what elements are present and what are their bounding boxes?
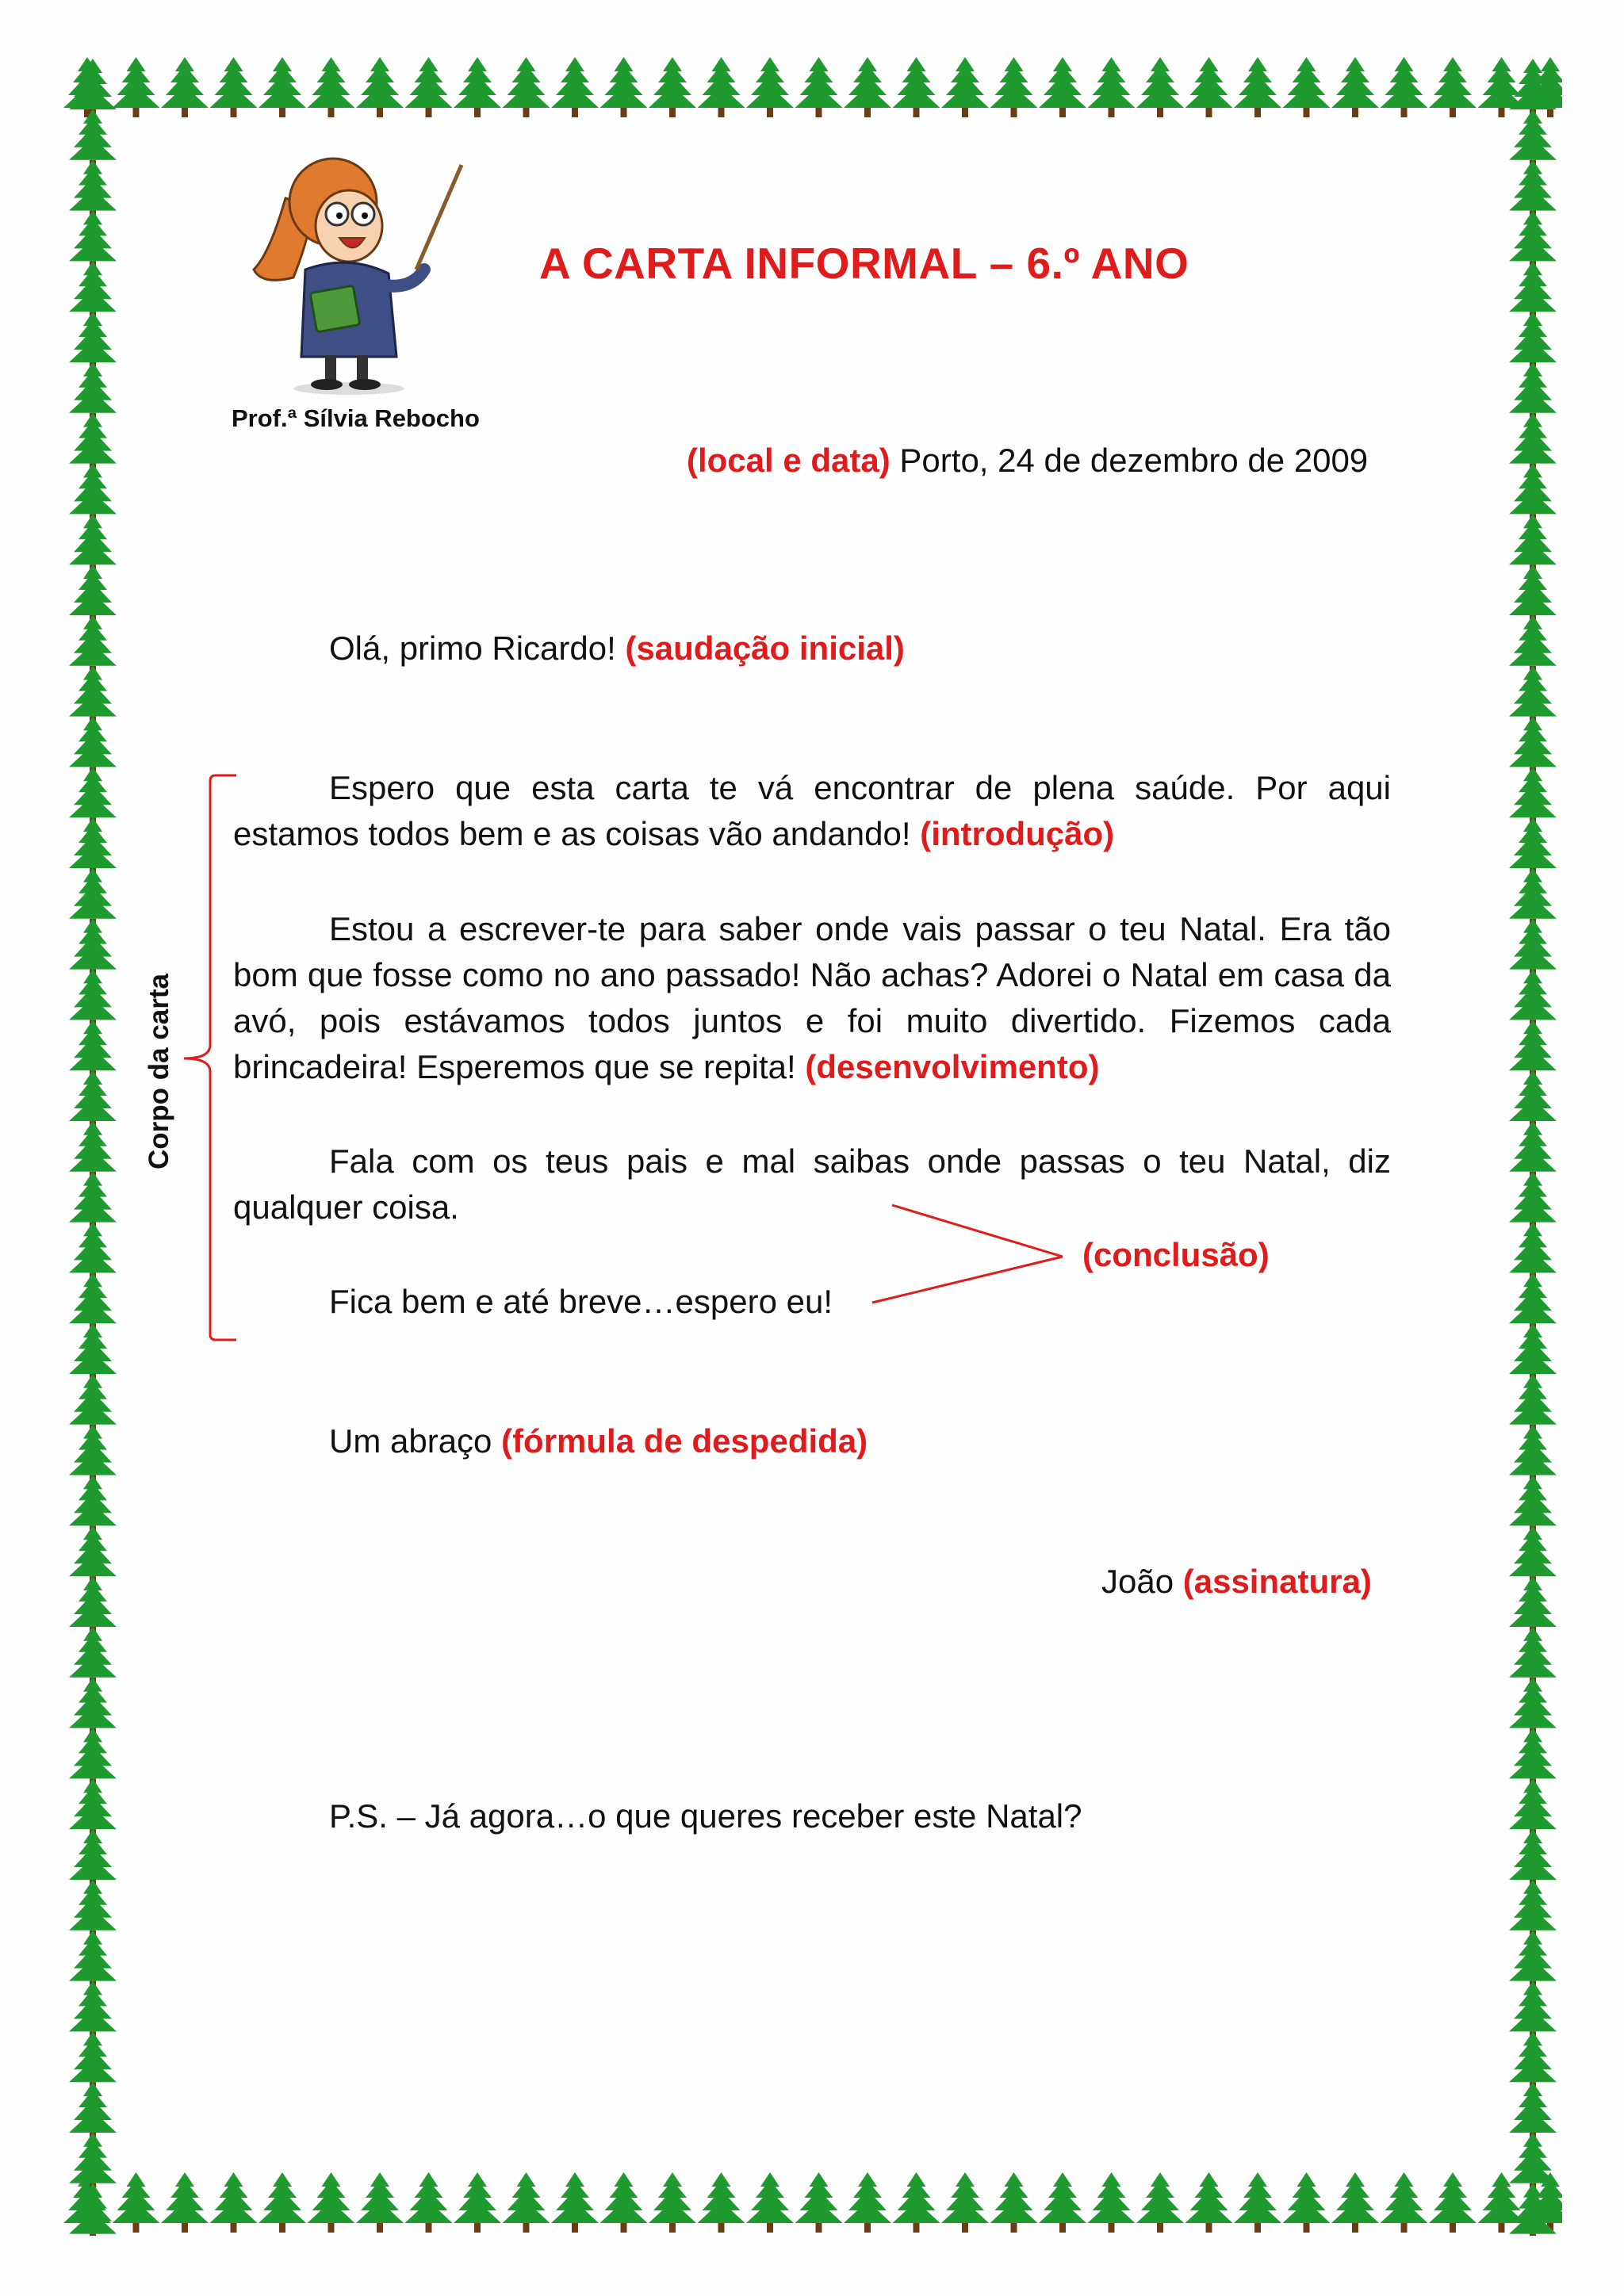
greeting-label: (saudação inicial) bbox=[625, 629, 905, 667]
intro-label: (introdução) bbox=[920, 815, 1115, 852]
tree-icon bbox=[1088, 57, 1136, 117]
tree-icon bbox=[600, 57, 648, 117]
tree-icon bbox=[454, 2172, 501, 2233]
date-label: (local e data) bbox=[687, 442, 891, 479]
farewell-line bbox=[329, 1418, 868, 1464]
tree-icon bbox=[893, 2172, 940, 2233]
tree-icon bbox=[161, 57, 209, 117]
tree-icon bbox=[1283, 57, 1331, 117]
teacher-illustration bbox=[238, 151, 476, 396]
teacher-name: Prof.ª Sílvia Rebocho bbox=[232, 404, 480, 432]
tree-icon bbox=[1234, 57, 1281, 117]
tree-icon bbox=[259, 57, 306, 117]
tree-icon bbox=[649, 2172, 696, 2233]
tree-icon bbox=[1429, 2172, 1477, 2233]
tree-icon bbox=[551, 2172, 599, 2233]
tree-icon bbox=[1429, 57, 1477, 117]
tree-icon bbox=[1381, 2172, 1428, 2233]
tree-icon bbox=[844, 57, 891, 117]
tree-border-bottom bbox=[62, 2171, 1562, 2234]
signature-line bbox=[1101, 1559, 1372, 1605]
body-label: Corpo da carta bbox=[144, 974, 174, 1169]
conclusion-arrow-bottom bbox=[872, 1257, 1063, 1303]
closing-line bbox=[329, 1279, 833, 1325]
tree-icon bbox=[649, 57, 696, 117]
conclusion-label: (conclusão) bbox=[1082, 1236, 1270, 1273]
page-title: A CARTA INFORMAL – 6.º ANO bbox=[539, 239, 1189, 288]
tree-icon bbox=[1381, 57, 1428, 117]
tree-icon bbox=[1331, 57, 1379, 117]
tree-icon bbox=[210, 2172, 258, 2233]
tree-icon bbox=[844, 2172, 891, 2233]
tree-icon bbox=[1509, 2183, 1557, 2236]
body-bracket bbox=[184, 775, 236, 1340]
tree-icon bbox=[795, 2172, 843, 2233]
date-text: Porto, 24 de dezembro de 2009 bbox=[890, 442, 1369, 479]
tree-icon bbox=[600, 2172, 648, 2233]
tree-icon bbox=[503, 2172, 550, 2233]
farewell-text: Um abraço bbox=[329, 1422, 502, 1460]
greeting-text: Olá, primo Ricardo! bbox=[329, 629, 626, 667]
tree-icon bbox=[503, 57, 550, 117]
tree-icon bbox=[990, 57, 1038, 117]
tree-icon bbox=[795, 57, 843, 117]
development-label: (desenvolvimento) bbox=[805, 1048, 1100, 1085]
development-paragraph bbox=[233, 906, 1391, 1090]
tree-border-top bbox=[62, 55, 1562, 119]
tree-icon bbox=[161, 2172, 209, 2233]
postscript-line bbox=[329, 1793, 1082, 1839]
tree-icon bbox=[308, 2172, 355, 2233]
tree-icon bbox=[1283, 2172, 1331, 2233]
tree-icon bbox=[698, 2172, 745, 2233]
tree-icon bbox=[1039, 2172, 1086, 2233]
tree-icon bbox=[1234, 2172, 1281, 2233]
greeting-line bbox=[329, 626, 905, 672]
tree-icon bbox=[454, 57, 501, 117]
conclusion-paragraph bbox=[233, 1138, 1391, 1230]
intro-text: Espero que esta carta te vá encontrar de plena saúde. Por aqui estamos todos bem e as coisas vão andando! bbox=[233, 769, 1391, 852]
tree-icon bbox=[941, 57, 989, 117]
tree-icon bbox=[405, 2172, 453, 2233]
tree-icon bbox=[259, 2172, 306, 2233]
tree-border-left bbox=[57, 55, 128, 2236]
tree-icon bbox=[1331, 2172, 1379, 2233]
signature-text: João bbox=[1101, 1563, 1183, 1600]
tree-icon bbox=[1136, 57, 1184, 117]
tree-icon bbox=[746, 2172, 794, 2233]
farewell-label: (fórmula de despedida) bbox=[501, 1422, 868, 1460]
tree-icon bbox=[1185, 2172, 1233, 2233]
tree-icon bbox=[551, 57, 599, 117]
tree-border-right bbox=[1497, 55, 1568, 2236]
tree-icon bbox=[1185, 57, 1233, 117]
tree-icon bbox=[893, 57, 940, 117]
tree-icon bbox=[746, 57, 794, 117]
tree-icon bbox=[69, 2183, 117, 2236]
tree-icon bbox=[210, 57, 258, 117]
intro-paragraph bbox=[233, 765, 1391, 857]
tree-icon bbox=[308, 57, 355, 117]
closing-text: Fica bem e até breve…espero eu! bbox=[329, 1283, 833, 1320]
tree-icon bbox=[941, 2172, 989, 2233]
development-text: Estou a escrever-te para saber onde vais passar o teu Natal. Era tão bom que fosse como no ano passado! Não achas? Adorei o Natal em casa da avó, pois estávamos todos juntos e foi muito divertido. Fizemos cada brincadeira! Esperemos que se repita! bbox=[233, 910, 1391, 1085]
tree-icon bbox=[990, 2172, 1038, 2233]
signature-label: (assinatura) bbox=[1182, 1563, 1372, 1600]
tree-icon bbox=[356, 57, 404, 117]
date-line bbox=[687, 438, 1368, 484]
tree-icon bbox=[356, 2172, 404, 2233]
tree-icon bbox=[1088, 2172, 1136, 2233]
tree-icon bbox=[405, 57, 453, 117]
tree-icon bbox=[1039, 57, 1086, 117]
postscript-text: P.S. – Já agora…o que queres receber este Natal? bbox=[329, 1797, 1082, 1835]
tree-icon bbox=[698, 57, 745, 117]
conclusion-text: Fala com os teus pais e mal saibas onde passas o teu Natal, diz qualquer coisa. bbox=[233, 1142, 1391, 1226]
tree-icon bbox=[1136, 2172, 1184, 2233]
